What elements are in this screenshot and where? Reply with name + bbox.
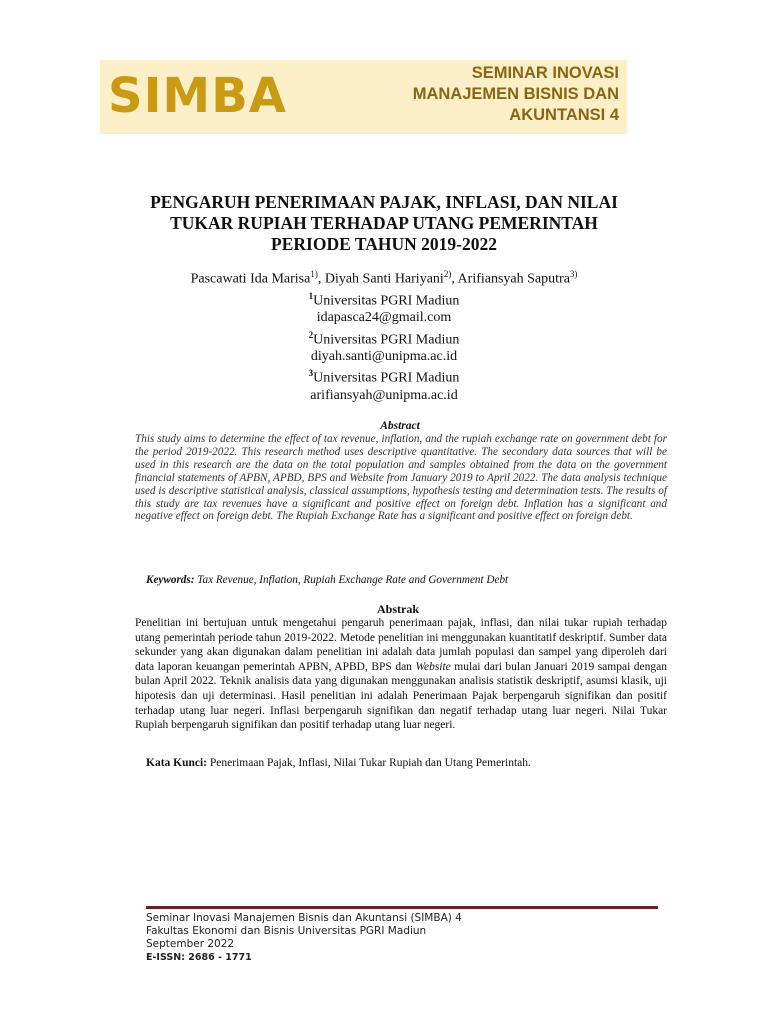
seminar-name: [413, 63, 619, 126]
title-line: TUKAR RUPIAH TERHADAP UTANG PEMERINTAH: [170, 213, 598, 233]
affiliation-institution: Universitas PGRI Madiun: [313, 332, 460, 348]
affiliation-1: [0, 288, 768, 310]
keywords-text: Tax Revenue, Inflation, Rupiah Exchange Rate and Government Debt: [194, 574, 509, 586]
affiliation-institution: Universitas PGRI Madiun: [313, 293, 460, 309]
footer-line: Fakultas Ekonomi dan Bisnis Universitas PGRI Madiun: [146, 925, 427, 937]
footer-issn: E-ISSN: 2686 - 1771: [146, 952, 252, 963]
simba-logo: SIMBA: [108, 68, 287, 124]
author-name: Pascawati Ida Marisa: [190, 271, 311, 287]
affiliation-sup: 3: [308, 368, 314, 379]
title-line: PERIODE TAHUN 2019-2022: [271, 234, 497, 254]
kata-kunci-label: Kata Kunci:: [146, 757, 208, 769]
paper-title: [120, 192, 648, 255]
keywords-label: Keywords:: [146, 574, 195, 586]
seminar-line: SEMINAR INOVASI: [471, 64, 619, 82]
abstrak-part-1: Penelitian ini bertujuan untuk mengetahui pengaruh penerimaan pajak, inflasi, dan nilai tukar rupiah terhadap utang pemerintah periode tahun 2019-2022. Metode penelitian ini menggunakan kuantitatif deskriptif. Sumber data sekunder yang akan digunakan dalam penelitian ini adalah data jumlah populasi dan sampel yang diperoleh dari data laporan keuangan pemerintah APBN, APBD, BPS dan: [135, 617, 667, 673]
seminar-line: MANAJEMEN BISNIS DAN: [412, 85, 619, 103]
affiliation-3: [0, 365, 768, 387]
author-sup: 1): [310, 269, 318, 279]
affiliation-institution: Universitas PGRI Madiun: [313, 371, 460, 387]
abstract-text: This study aims to determine the effect of tax revenue, inflation, and the rupiah exchange rate on government debt for the period 2019-2022. This research method uses descriptive quantitative. The secondary data sources that will be used in this research are the data on the total population and samples obtained from the data on the government financial statements of APBN, APBD, BPS and Website from January 2019 to April 2022. The data analysis technique used is descriptive statistical analysis, classical assumptions, hypothesis testing and determination tests. The results of this study are tax revenues have a significant and positive effect on foreign debt. Inflation has a significant and negative effect on foreign debt. The Rupiah Exchange Rate has a significant and positive effect on foreign debt.: [135, 433, 667, 523]
email-2: diyah.santi@unipma.ac.id: [310, 348, 458, 364]
affiliation-sup: 2: [308, 329, 314, 340]
footer-divider: [146, 906, 658, 909]
affiliation-sup: 1: [308, 291, 314, 302]
footer-line: Seminar Inovasi Manajemen Bisnis dan Akuntansi (SIMBA) 4: [146, 912, 462, 924]
author-sup: 3): [569, 269, 578, 279]
abstrak-part-2: mulai dari bulan Januari 2019 sampai dengan bulan April 2022. Teknik analisis data yang digunakan menggunakan analisis statistik deskriptif, asumsi klasik, uji hipotesis dan uji determinasi. Hasil penelitian ini adalah Penerimaan Pajak berpengaruh signifikan dan positif terhadap utang luar negeri. Inflasi berpengaruh signifikan dan negatif terhadap utang luar negeri. Nilai Tukar Rupiah berpengaruh signifikan dan positif terhadap utang luar negeri.: [135, 660, 668, 732]
author-block: [0, 266, 768, 404]
page-footer: [146, 912, 462, 964]
kata-kunci: [146, 757, 666, 769]
title-line: PENGARUH PENERIMAAN PAJAK, INFLASI, DAN NILAI: [150, 192, 618, 212]
abstrak-heading: Abstrak: [376, 602, 419, 616]
footer-line: September 2022: [146, 938, 235, 950]
seminar-line: AKUNTANSI 4: [509, 106, 619, 124]
keywords: [146, 574, 666, 586]
affiliation-2: [0, 327, 768, 349]
author-name: Arifiansyah Saputra: [457, 271, 570, 287]
kata-kunci-text: Penerimaan Pajak, Inflasi, Nilai Tukar Rupiah dan Utang Pemerintah.: [207, 757, 531, 769]
author-list: Pascawati Ida Marisa$^{1)}$, Diyah Santi Hariyani$^{2)}$, Arifiansyah Saputra$^{3)}$: [190, 269, 578, 287]
abstrak-italic-word: Website: [415, 660, 451, 673]
abstrak-text: [135, 616, 667, 733]
author-name: Diyah Santi Hariyani: [324, 271, 444, 287]
email-1: idapasca24@gmail.com: [316, 310, 452, 326]
header-banner: [100, 60, 627, 134]
email-3: arifiansyah@unipma.ac.id: [310, 387, 458, 403]
abstract-heading: Abstract: [380, 420, 420, 432]
author-sup: 2): [443, 269, 452, 279]
